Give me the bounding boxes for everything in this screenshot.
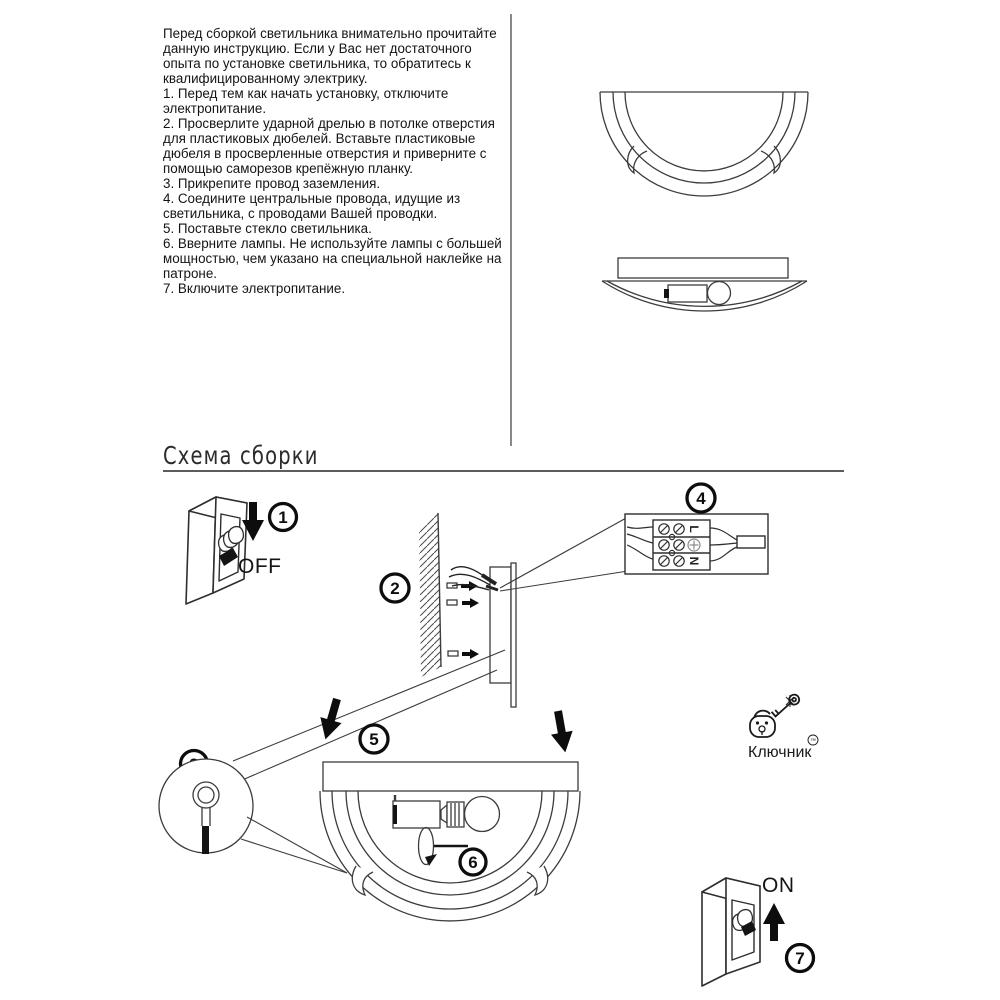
step-badge-2 <box>381 574 409 602</box>
power-off-switch <box>186 497 247 604</box>
instruction-step-2: 2. Просверлите ударной дрелью в потолке отверстия для пластиковых дюбелей. Вставьте пластиковые дюбеля в просверленные отверстия и приверните с помощью саморезов крепёжную планку. <box>163 116 495 176</box>
key-icon <box>771 692 801 721</box>
cable-sheath <box>737 536 765 548</box>
off-label: OFF <box>238 555 282 578</box>
front-view-left-clip <box>628 146 647 173</box>
arrow-down-left <box>315 696 348 742</box>
lamp-side-view <box>602 258 807 311</box>
step-badge-6 <box>460 849 486 875</box>
arrow-down-right <box>547 709 576 754</box>
instruction-step-3: 3. Прикрепите провод заземления. <box>163 176 381 191</box>
padlock-icon <box>750 711 775 737</box>
instruction-step-1: 1. Перед тем как начать установку, отключите электропитание. <box>163 86 449 116</box>
step-number-2: 2 <box>390 579 400 598</box>
screws <box>461 581 479 659</box>
step-badge-4 <box>687 484 715 512</box>
brand-tm: ™ <box>810 738 816 745</box>
plastic-dowels <box>447 583 458 656</box>
front-view-right-clip <box>761 146 780 173</box>
step-number-6: 6 <box>468 853 478 872</box>
step-badge-5 <box>360 725 388 753</box>
terminal-callout-lines <box>500 517 628 591</box>
step-badge-7 <box>787 945 814 972</box>
wall-section <box>419 513 441 677</box>
section-heading: Схема сборки <box>163 441 319 470</box>
earth-symbol-icon <box>688 539 700 551</box>
arrow-up-step7 <box>763 903 785 941</box>
power-on-switch <box>702 878 760 986</box>
terminal-label-neutral: N <box>687 556 701 566</box>
lamp-socket <box>447 802 464 827</box>
instruction-step-5: 5. Поставьте стекло светильника. <box>163 221 372 236</box>
step-number-4: 4 <box>696 489 706 508</box>
intro-paragraph: Перед сборкой светильника внимательно прочитайте данную инструкцию. Если у Вас нет достаточного опыта по установке светильника, то обратитесь к квалифицированному электрику. <box>163 26 497 86</box>
instruction-step-7: 7. Включите электропитание. <box>163 281 346 296</box>
mounting-bar <box>323 762 578 791</box>
on-label: ON <box>762 874 795 897</box>
socket-taper <box>441 805 447 823</box>
left-clip <box>352 866 373 895</box>
brand-logo <box>748 692 818 761</box>
instruction-step-4: 4. Соедините центральные провода, идущие из светильника, с проводами Вашей проводки. <box>163 191 461 221</box>
brand-name: Ключник <box>748 744 812 761</box>
lamp-front-view <box>600 92 808 196</box>
step-number-1: 1 <box>278 508 288 527</box>
ballast-box <box>393 801 440 828</box>
side-view-bulb <box>708 282 731 305</box>
step-number-7: 7 <box>795 949 805 968</box>
light-bulb <box>465 797 500 832</box>
terminal-label-live: L <box>687 525 701 533</box>
ground-wire-detail <box>159 759 347 873</box>
side-view-ballast <box>668 285 707 302</box>
right-clip <box>527 866 548 895</box>
step-badge-1 <box>270 504 297 531</box>
lamp-assembly <box>320 762 580 921</box>
ground-callout-lines <box>233 650 505 781</box>
instruction-step-6: 6. Вверните лампы. Не используйте лампы с большей мощностью, чем указано на специальной наклейке на патроне. <box>163 236 502 281</box>
step-number-5: 5 <box>369 730 379 749</box>
